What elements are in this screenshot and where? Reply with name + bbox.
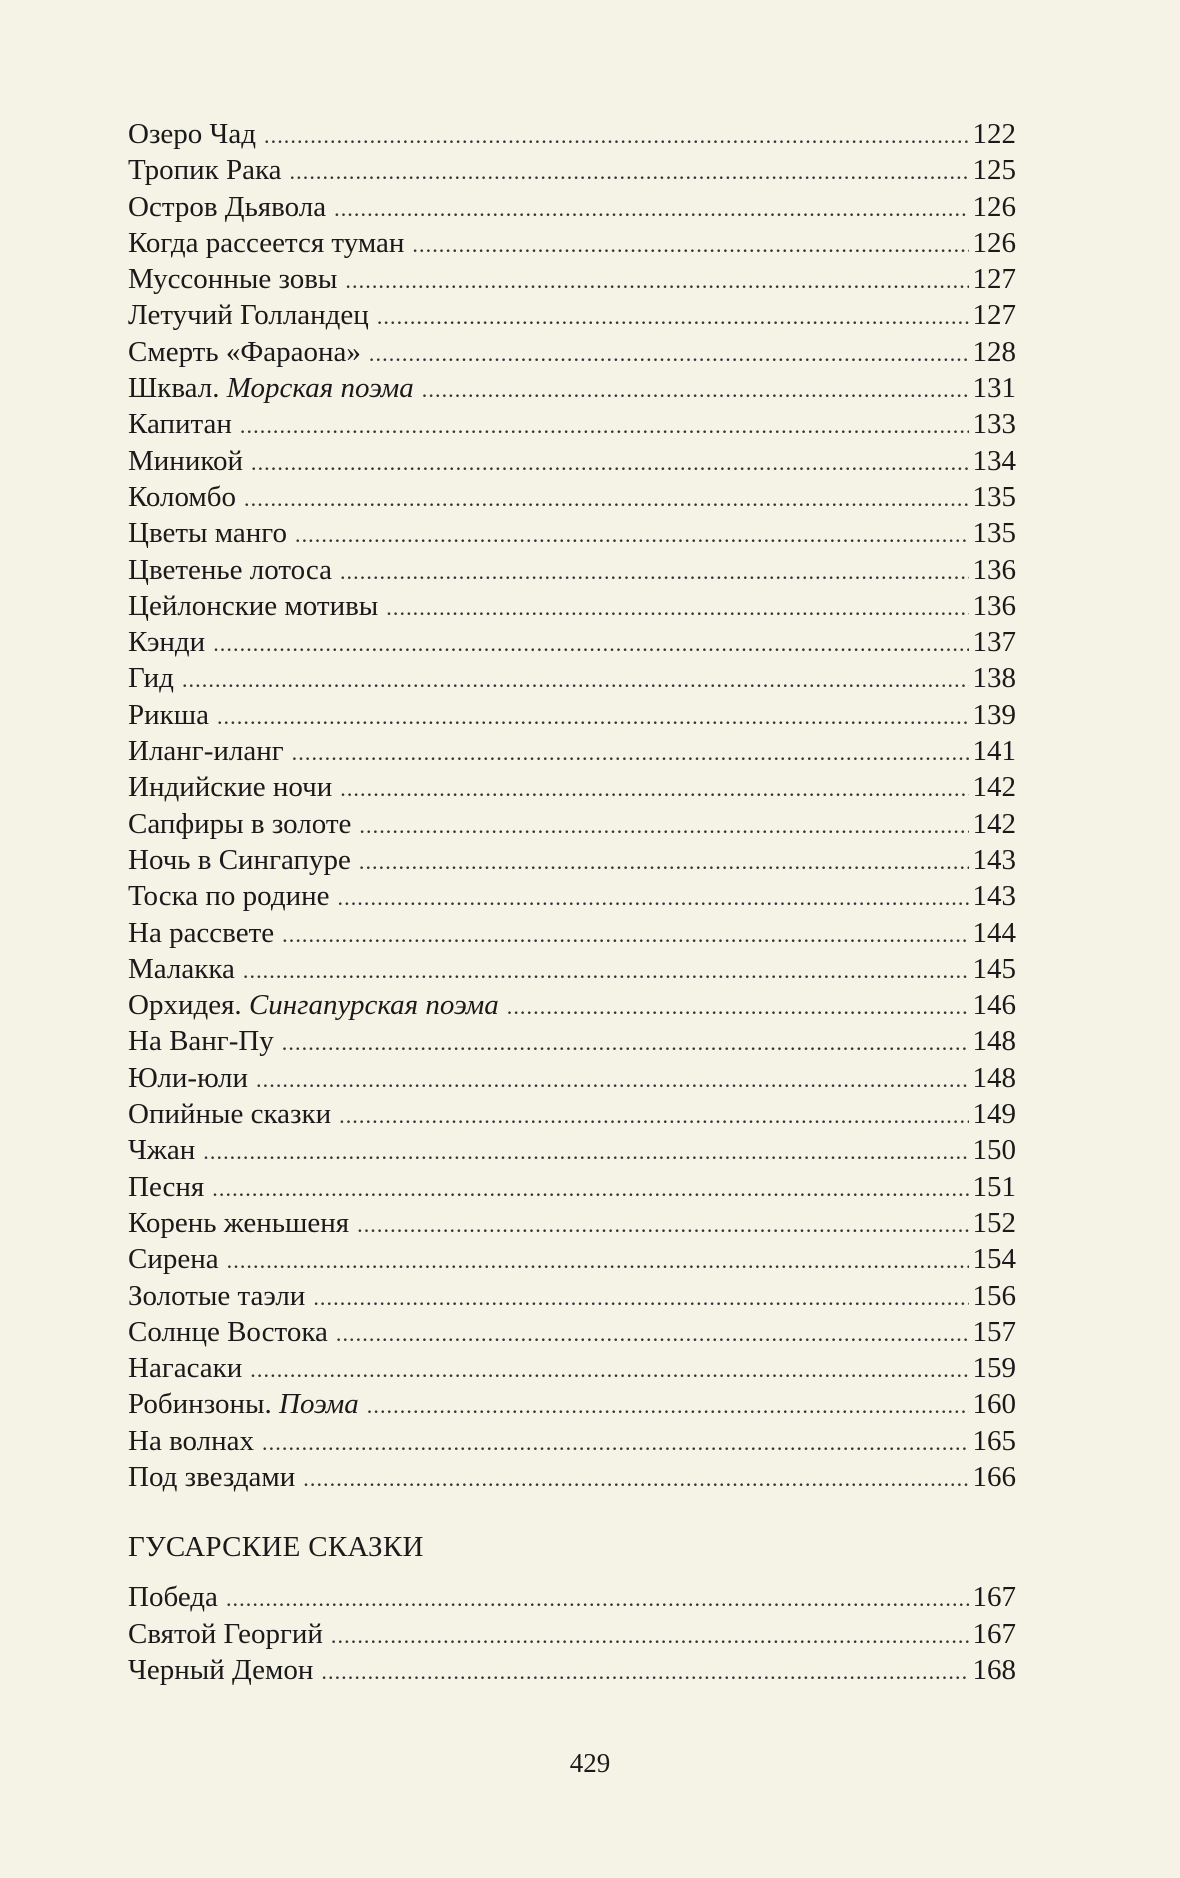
entry-title xyxy=(128,1023,282,1059)
entry-page-number: 145 xyxy=(972,952,1016,985)
entry-title xyxy=(128,334,369,370)
entry-page-number: 127 xyxy=(972,263,1016,296)
dot-leader xyxy=(203,1134,968,1170)
entry-title-text: Чжан xyxy=(128,1134,196,1167)
entry-title xyxy=(128,152,290,188)
entry-title-text: Сирена xyxy=(128,1243,219,1276)
dot-leader xyxy=(339,1098,968,1134)
dot-leader xyxy=(240,408,969,444)
dot-leader xyxy=(251,445,969,481)
toc-entry xyxy=(128,733,1016,769)
entry-page-number: 168 xyxy=(972,1653,1016,1686)
entry-subtitle: Сингапурская поэма xyxy=(248,989,499,1022)
entry-title-text: Озеро Чад xyxy=(128,118,256,150)
entry-title-text: Коломбо xyxy=(128,480,237,513)
entry-page-number: 150 xyxy=(972,1134,1016,1167)
dot-leader xyxy=(357,1207,968,1243)
entry-title-text: Рикша xyxy=(128,698,209,731)
entry-title-text: Орхидея. xyxy=(128,989,242,1022)
toc-entry xyxy=(128,479,1016,515)
entry-page-number: 136 xyxy=(972,589,1016,622)
entry-title-text: Ночь в Сингапуре xyxy=(128,843,351,876)
toc-entry xyxy=(128,1023,1016,1059)
entry-title-text: Тоска по родине xyxy=(128,880,330,913)
entry-title xyxy=(128,297,377,333)
entry-subtitle: Морская поэма xyxy=(226,372,414,405)
entry-title-text: Смерть «Фараона» xyxy=(128,335,361,368)
dot-leader xyxy=(250,1352,968,1388)
entry-page-number: 156 xyxy=(972,1279,1016,1312)
toc-entry xyxy=(128,1205,1016,1241)
entry-title-text: Гид xyxy=(128,662,174,695)
entry-title xyxy=(128,842,359,878)
entry-title xyxy=(128,189,334,225)
entry-title xyxy=(128,1205,357,1241)
dot-leader xyxy=(182,662,969,698)
entry-title-text: На рассвете xyxy=(128,916,275,949)
entry-title-text: Песня xyxy=(128,1170,205,1203)
entry-title-text: Миникой xyxy=(128,444,243,477)
toc-entry xyxy=(128,624,1016,660)
entry-title xyxy=(128,878,338,914)
entry-title-text: Солнце Востока xyxy=(128,1315,328,1348)
dot-leader xyxy=(412,227,968,263)
dot-leader xyxy=(331,1618,969,1654)
entry-title-text: Святой Георгий xyxy=(128,1617,323,1650)
entry-title xyxy=(128,443,251,479)
entry-page-number: 148 xyxy=(972,1061,1016,1094)
dot-leader xyxy=(313,1280,968,1316)
toc-entry xyxy=(128,1616,1016,1652)
entry-title xyxy=(128,733,292,769)
entry-page-number: 149 xyxy=(972,1098,1016,1131)
toc-entry xyxy=(128,1350,1016,1386)
toc-entry xyxy=(128,878,1016,914)
entry-title xyxy=(128,1132,203,1168)
entry-page-number: 143 xyxy=(972,843,1016,876)
entry-title xyxy=(128,1350,250,1386)
entry-title xyxy=(128,1616,331,1652)
entry-page-number: 139 xyxy=(972,698,1016,731)
dot-leader xyxy=(256,1062,968,1098)
entry-page-number: 167 xyxy=(972,1617,1016,1650)
entry-title-text: Опийные сказки xyxy=(128,1098,332,1131)
entry-page-number: 143 xyxy=(972,880,1016,913)
entry-title xyxy=(128,1169,212,1205)
toc-entry xyxy=(128,1278,1016,1314)
toc-entry xyxy=(128,951,1016,987)
toc-entry xyxy=(128,1459,1016,1495)
entry-title xyxy=(128,1386,367,1422)
entry-title-text: Капитан xyxy=(128,408,232,441)
toc-entry xyxy=(128,515,1016,551)
entry-title-text: Летучий Голландец xyxy=(128,299,369,332)
entry-page-number: 138 xyxy=(972,662,1016,695)
dot-leader xyxy=(369,336,969,372)
entry-title xyxy=(128,915,282,951)
entry-title xyxy=(128,660,182,696)
entry-title-text: Корень женьшеня xyxy=(128,1206,350,1239)
entry-page-number: 166 xyxy=(972,1460,1016,1493)
entry-page-number: 133 xyxy=(972,408,1016,441)
entry-title xyxy=(128,588,386,624)
section-entries xyxy=(128,1579,1016,1688)
section-heading: ГУСАРСКИЕ СКАЗКИ xyxy=(128,1531,424,1564)
entry-title xyxy=(128,1241,227,1277)
dot-leader xyxy=(359,844,969,880)
toc-entry xyxy=(128,116,1016,152)
toc-entry xyxy=(128,225,1016,261)
dot-leader xyxy=(340,771,968,807)
toc-entry xyxy=(128,842,1016,878)
entry-title xyxy=(128,1060,256,1096)
entry-title-text: Малакка xyxy=(128,952,235,985)
entry-page-number: 137 xyxy=(972,626,1016,659)
toc-entry xyxy=(128,152,1016,188)
entry-page-number: 125 xyxy=(972,154,1016,187)
toc-entry xyxy=(128,443,1016,479)
entry-page-number: 154 xyxy=(972,1243,1016,1276)
entry-title xyxy=(128,370,422,406)
dot-leader xyxy=(290,154,969,190)
entry-title xyxy=(128,552,340,588)
entry-page-number: 160 xyxy=(972,1388,1016,1421)
entry-title-text: Шквал. xyxy=(128,372,220,405)
entry-page-number: 152 xyxy=(972,1206,1016,1239)
entry-title-text: Муссонные зовы xyxy=(128,263,338,296)
entry-title-text: Иланг-иланг xyxy=(128,735,284,768)
toc-entry xyxy=(128,987,1016,1023)
toc-entry xyxy=(128,1314,1016,1350)
entry-page-number: 127 xyxy=(972,299,1016,332)
dot-leader xyxy=(295,517,969,553)
dot-leader xyxy=(340,554,969,590)
entry-page-number: 136 xyxy=(972,553,1016,586)
toc-entry xyxy=(128,1132,1016,1168)
entry-title xyxy=(128,515,295,551)
dot-leader xyxy=(338,880,969,916)
entry-page-number: 165 xyxy=(972,1424,1016,1457)
dot-leader xyxy=(367,1388,969,1424)
entry-title-text: Цветы манго xyxy=(128,517,287,550)
toc-entry xyxy=(128,1652,1016,1688)
dot-leader xyxy=(336,1316,969,1352)
entry-subtitle: Поэма xyxy=(279,1388,359,1421)
table-of-contents xyxy=(128,116,1016,1688)
toc-entry xyxy=(128,1386,1016,1422)
entry-page-number: 144 xyxy=(972,916,1016,949)
entry-title xyxy=(128,806,359,842)
toc-entry xyxy=(128,769,1016,805)
entry-title xyxy=(128,479,244,515)
entry-page-number: 128 xyxy=(972,335,1016,368)
toc-entry xyxy=(128,297,1016,333)
dot-leader xyxy=(227,1243,969,1279)
dot-leader xyxy=(213,626,968,662)
toc-entry xyxy=(128,1579,1016,1615)
entry-title xyxy=(128,225,412,261)
entry-title xyxy=(128,1652,321,1688)
entry-title xyxy=(128,951,243,987)
entry-title-text: Нагасаки xyxy=(128,1352,243,1385)
toc-entry xyxy=(128,1169,1016,1205)
toc-entry xyxy=(128,1060,1016,1096)
dot-leader xyxy=(334,191,968,227)
entry-title-text: Кэнди xyxy=(128,626,206,659)
entry-title xyxy=(128,769,340,805)
dot-leader xyxy=(244,481,968,517)
entry-page-number: 151 xyxy=(972,1170,1016,1203)
entry-title-text: Цветенье лотоса xyxy=(128,553,332,586)
entry-page-number: 126 xyxy=(972,190,1016,223)
entry-title-text: Индийские ночи xyxy=(128,771,333,804)
entry-title-text: На волнах xyxy=(128,1424,255,1457)
entry-page-number: 134 xyxy=(972,444,1016,477)
dot-leader xyxy=(345,263,968,299)
dot-leader xyxy=(422,372,969,408)
toc-entry xyxy=(128,697,1016,733)
entry-title-text: Золотые таэли xyxy=(128,1279,306,1312)
entry-page-number: 146 xyxy=(972,989,1016,1022)
entry-title xyxy=(128,261,345,297)
dot-leader xyxy=(359,808,968,844)
page-number: 429 xyxy=(569,1748,611,1778)
entry-title-text: Победа xyxy=(128,1581,218,1614)
entry-title-text: Тропик Рака xyxy=(128,154,282,187)
dot-leader xyxy=(386,590,968,626)
entry-title xyxy=(128,1423,262,1459)
toc-entry xyxy=(128,189,1016,225)
entry-title xyxy=(128,697,217,733)
toc-entry xyxy=(128,1096,1016,1132)
dot-leader xyxy=(282,1025,969,1061)
dot-leader xyxy=(303,1461,968,1497)
toc-entry xyxy=(128,660,1016,696)
toc-entry xyxy=(128,261,1016,297)
entry-page-number: 126 xyxy=(972,226,1016,259)
entry-title-text: Робинзоны. xyxy=(128,1388,272,1421)
entry-title xyxy=(128,624,213,660)
dot-leader xyxy=(217,699,969,735)
entry-title xyxy=(128,1459,303,1495)
entry-page-number: 135 xyxy=(972,480,1016,513)
dot-leader xyxy=(507,989,969,1025)
entry-title-text: Под звездами xyxy=(128,1460,296,1493)
entry-page-number: 159 xyxy=(972,1352,1016,1385)
toc-entry xyxy=(128,588,1016,624)
entry-title xyxy=(128,116,264,152)
entry-page-number: 141 xyxy=(972,735,1016,768)
entry-title-text: На Ванг-Пу xyxy=(128,1025,274,1058)
entry-page-number: 148 xyxy=(972,1025,1016,1058)
entry-title xyxy=(128,1314,336,1350)
toc-entry xyxy=(128,370,1016,406)
dot-leader xyxy=(377,299,969,335)
toc-entry xyxy=(128,552,1016,588)
entry-page-number: 157 xyxy=(972,1315,1016,1348)
dot-leader xyxy=(264,118,969,154)
dot-leader xyxy=(321,1654,968,1690)
entry-title-text: Цейлонские мотивы xyxy=(128,589,379,622)
toc-entries xyxy=(128,116,1016,1495)
dot-leader xyxy=(292,735,969,771)
toc-entry xyxy=(128,406,1016,442)
entry-title-text: Черный Демон xyxy=(128,1653,314,1686)
toc-entry xyxy=(128,915,1016,951)
entry-page-number: 167 xyxy=(972,1581,1016,1614)
dot-leader xyxy=(262,1425,968,1461)
toc-entry xyxy=(128,1423,1016,1459)
dot-leader xyxy=(243,953,969,989)
entry-page-number: 135 xyxy=(972,517,1016,550)
entry-title xyxy=(128,406,240,442)
dot-leader xyxy=(282,917,968,953)
entry-title xyxy=(128,1096,339,1132)
entry-title-text: Когда рассеется туман xyxy=(128,226,405,259)
toc-entry xyxy=(128,806,1016,842)
toc-entry xyxy=(128,1241,1016,1277)
entry-title xyxy=(128,1278,313,1314)
toc-entry xyxy=(128,334,1016,370)
dot-leader xyxy=(226,1581,969,1617)
dot-leader xyxy=(212,1171,968,1207)
entry-title-text: Сапфиры в золоте xyxy=(128,807,352,840)
entry-page-number: 142 xyxy=(972,807,1016,840)
entry-title xyxy=(128,987,507,1023)
entry-title-text: Юли-юли xyxy=(128,1061,249,1094)
entry-page-number: 122 xyxy=(972,118,1016,150)
entry-title xyxy=(128,1579,226,1615)
entry-page-number: 142 xyxy=(972,771,1016,804)
entry-page-number: 131 xyxy=(972,372,1016,405)
entry-title-text: Остров Дьявола xyxy=(128,190,327,223)
